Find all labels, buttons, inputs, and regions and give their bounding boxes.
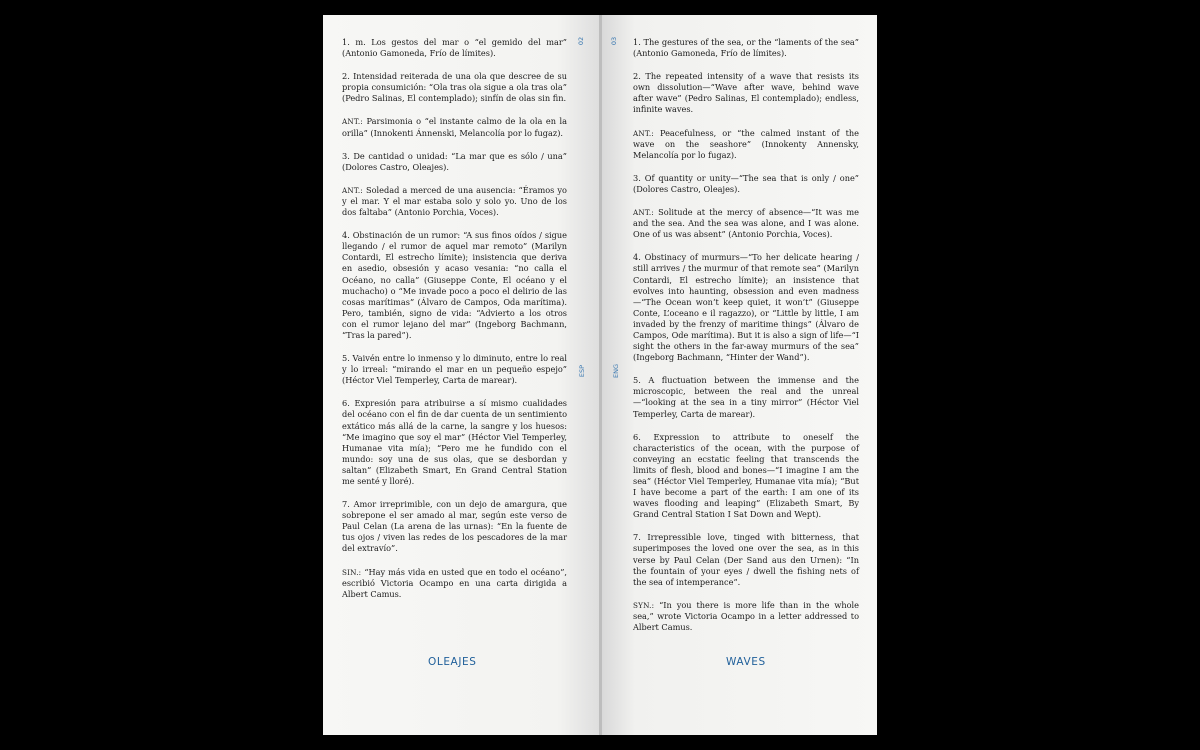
- entry-text: 6. Expression to attribute to oneself the characteristics of the ocean, with the purpose of conveying an ecstatic feeling that transcends the limits of flesh, blood and bones—“I imagine I am the sea” (Héctor Viel Temperley, Humanae vita mía); “But I have become a part of the earth: I am one of its waves flooding and leaping” (Elizabeth Smart, By Grand Central Station I Sat Down and Wept).: [633, 431, 859, 520]
- entry-tag: ANT.:: [633, 208, 654, 218]
- entry-text: 5. A fluctuation between the immense and the microscopic, between the real and the unreal—“looking at the sea in a tiny mirror” (Héctor Viel Temperley, Carta de marear).: [633, 375, 859, 419]
- left-page: [323, 15, 599, 735]
- entry-text: 1. m. Los gestos del mar o “el gemido del mar” (Antonio Gamoneda, Frío de límites).: [342, 37, 567, 59]
- definition-entry: [633, 432, 859, 521]
- entry-text: Soledad a merced de una ausencia: “Éramos yo y el mar. Y el mar estaba solo y solo yo. Uno de los dos faltaba” (Antonio Porchia, Voces).: [342, 184, 567, 218]
- entry-text: Peacefulness, or “the calmed instant of the wave on the seashore” (Innokenty Annensky, Melancolía por lo fugaz).: [633, 127, 859, 160]
- entry-text: 5. Vaivén entre lo inmenso y lo diminuto, entre lo real y lo irreal: “mirando el mar en un pequeño espejo” (Héctor Viel Temperley, Carta de marear).: [342, 353, 567, 386]
- entry-text: Parsimonia o “el instante calmo de la ola en la orilla” (Innokenti Ánnenski, Melancolía por lo fugaz).: [342, 116, 567, 138]
- entry-text: “Hay más vida en usted que en todo el océano”, escribió Victoria Ocampo en una carta dirigida a Albert Camus.: [342, 566, 567, 599]
- definition-entry: [342, 398, 567, 487]
- entry-text: 7. Irrepressible love, tinged with bitterness, that superimposes the loved one over the sea, as in this verse by Paul Celan (Der Sand aus den Urnen): “In the fountain of your eyes / dwell the fishing nets of the sea of intemperance”.: [633, 532, 859, 587]
- entry-tag: SYN.:: [633, 600, 655, 610]
- open-booklet: [323, 15, 877, 735]
- definition-entry: [633, 532, 859, 587]
- definition-entry: [633, 375, 859, 419]
- definition-entry: [633, 600, 859, 633]
- entry-text: “In you there is more life than in the whole sea,” wrote Victoria Ocampo in a letter addressed to Albert Camus.: [633, 599, 859, 633]
- definition-entry: [342, 151, 567, 173]
- definition-entry: [342, 230, 567, 341]
- definition-entry: [342, 499, 567, 554]
- right-page-body: [633, 37, 859, 645]
- entry-text: 2. The repeated intensity of a wave that resists its own dissolution—“Wave after wave, behind wave after wave” (Pedro Salinas, El contemplado); endless, infinite waves.: [633, 71, 859, 115]
- right-page-number: 03: [610, 36, 619, 46]
- left-language-label: ESP: [578, 364, 587, 378]
- entry-text: 3. Of quantity or unity—“The sea that is only / one” (Dolores Castro, Oleajes).: [633, 172, 859, 194]
- definition-entry: [342, 71, 567, 104]
- entry-tag: ANT.:: [342, 117, 363, 127]
- entry-text: 4. Obstinacy of murmurs—“To her delicate hearing / still arrives / the murmur of that remote sea” (Marilyn Contardi, El estrecho límite); an insistence that evolves into haunting, obsession and even madness—“The Ocean won’t keep quiet, it won’t” (Giuseppe Conte, L’oceano e il ragazzo), or “Little by little, I am invaded by the frenzy of maritime things” (Álvaro de Campos, Ode marítima). But it is also a sign of life—“I sight the others in the far-away murmurs of the sea” (Ingeborg Bachmann, “Hinter der Wand”).: [633, 252, 859, 363]
- definition-entry: [633, 128, 859, 161]
- entry-text: Solitude at the mercy of absence—“It was me and the sea. And the sea was alone, and I was alone. One of us was absent” (Antonio Porchia, Voces).: [633, 207, 859, 240]
- entry-text: 6. Expresión para atribuirse a sí mismo cualidades del océano con el fin de dar cuenta de un sentimiento extático más allá de la carne, la sangre y los huesos: “Me imagino que soy el mar” (Héctor Viel Temperley, Humanae vita mía); “Pero me he fundido con el mundo: soy una de sus olas, que se desbordan y saltan” (Elizabeth Smart, En Grand Central Station me senté y lloré).: [342, 398, 567, 486]
- left-page-number: 02: [577, 36, 586, 46]
- definition-entry: [633, 207, 859, 240]
- definition-entry: [633, 71, 859, 115]
- entry-text: 7. Amor irreprimible, con un dejo de amargura, que sobrepone el ser amado al mar, según este verso de Paul Celan (La arena de las urnas): “En la fuente de tus ojos / viven las redes de los pescadores de la mar del extravío”.: [342, 499, 567, 554]
- entry-text: 3. De cantidad o unidad: “La mar que es sólo / una” (Dolores Castro, Oleajes).: [342, 150, 567, 172]
- definition-entry: [342, 567, 567, 600]
- right-language-label: ENG: [612, 363, 621, 379]
- entry-text: 2. Intensidad reiterada de una ola que descree de su propia consumición: “Ola tras ola sigue a ola tras ola” (Pedro Salinas, El contemplado); sinfín de olas sin fin.: [342, 71, 567, 104]
- right-page-title: WAVES: [726, 656, 766, 668]
- definition-entry: [342, 37, 567, 59]
- entry-tag: SIN.:: [342, 567, 362, 577]
- entry-text: 1. The gestures of the sea, or the “laments of the sea” (Antonio Gamoneda, Frío de límites).: [633, 37, 859, 59]
- entry-tag: ANT.:: [633, 128, 654, 138]
- definition-entry: [633, 173, 859, 195]
- left-page-title: OLEAJES: [428, 656, 477, 668]
- definition-entry: [342, 353, 567, 386]
- definition-entry: [633, 252, 859, 363]
- definition-entry: [342, 116, 567, 138]
- entry-text: 4. Obstinación de un rumor: “A sus finos oídos / sigue llegando / el rumor de aquel mar remoto” (Marilyn Contardi, El estrecho límite); insistencia que deriva en asedio, obsesión y acaso vesania: “no calla el Océano, no calla” (Giuseppe Conte, El océano y el muchacho) o “Me invade poco a poco el delirio de las cosas marítimas” (Álvaro de Campos, Oda marítima). Pero, también, signo de vida: “Advierto a los otros con el rumor lejano del mar” (Ingeborg Bachmann, “Tras la pared”).: [342, 230, 567, 340]
- left-page-body: [342, 37, 567, 612]
- definition-entry: [633, 37, 859, 59]
- entry-tag: ANT.:: [342, 185, 363, 195]
- right-page: [602, 15, 877, 735]
- definition-entry: [342, 185, 567, 218]
